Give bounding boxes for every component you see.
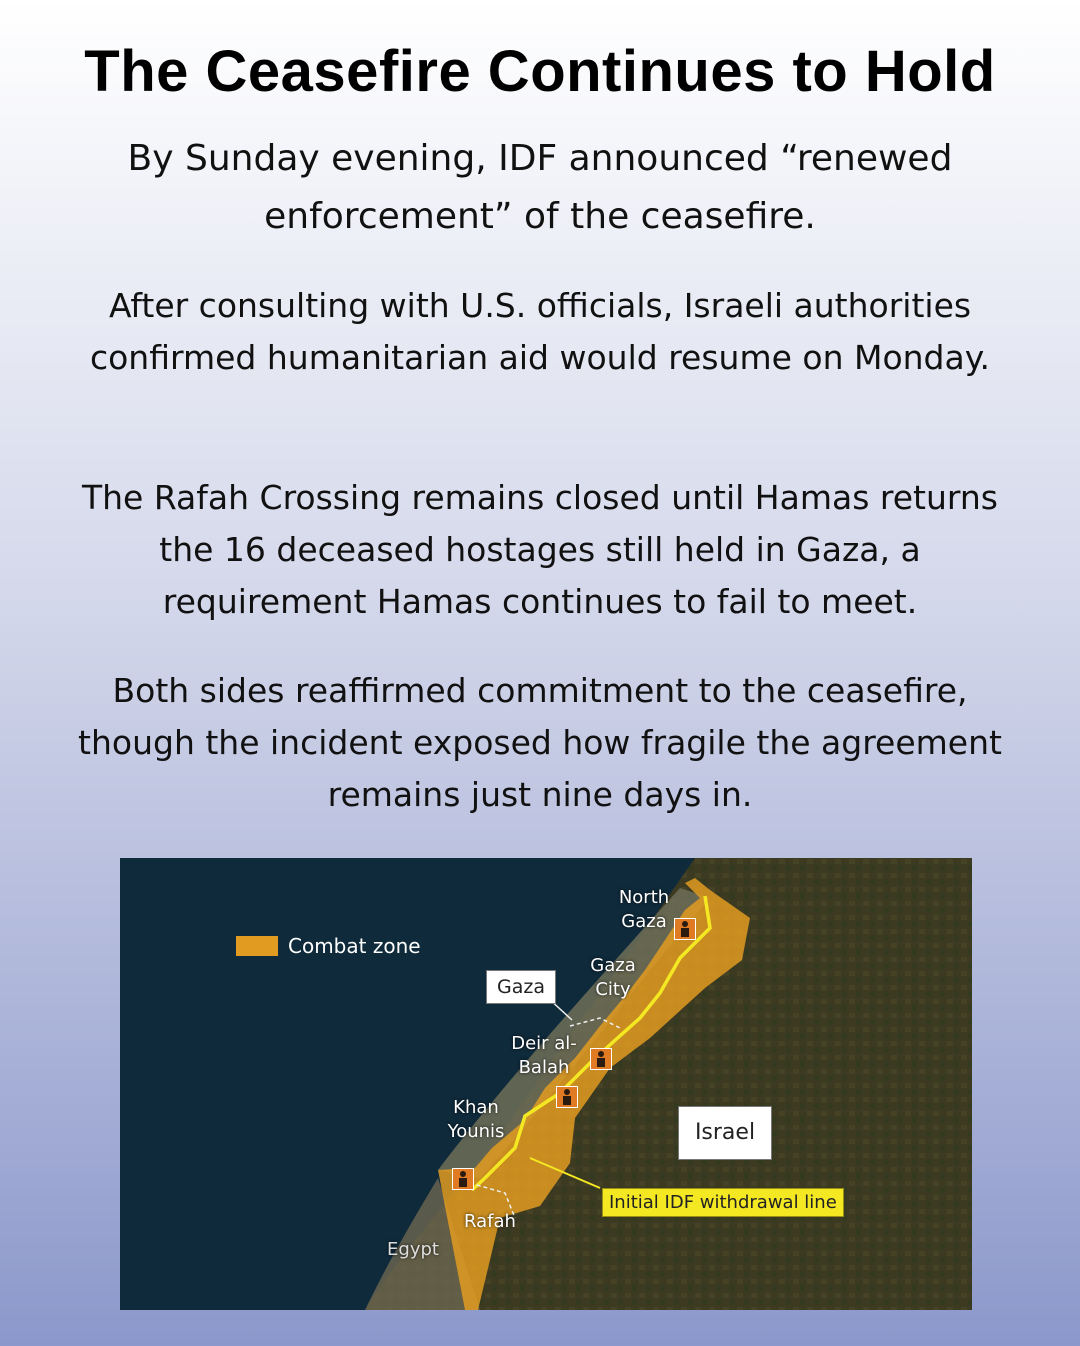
gaza-label-box: Gaza — [486, 970, 556, 1004]
soldier-marker-icon — [556, 1086, 578, 1108]
map-legend — [236, 934, 421, 958]
label-rafah: Rafah — [464, 1211, 516, 1232]
withdrawal-line-label: Initial IDF withdrawal line — [602, 1188, 844, 1217]
label-gaza-city: Gaza City — [590, 955, 636, 1000]
map-graphic — [120, 858, 972, 1310]
page-title: The Ceasefire Continues to Hold — [84, 39, 996, 104]
combat-zone-swatch — [236, 936, 278, 956]
soldier-marker-icon — [452, 1168, 474, 1190]
paragraph-4: Both sides reaffirmed commitment to the ceasefire, though the incident exposed how fragile the agreement remains just nine days in. — [78, 671, 1002, 814]
paragraph-2: After consulting with U.S. officials, Israeli authorities confirmed humanitarian aid would resume on Monday. — [89, 286, 991, 377]
paragraph-3: The Rafah Crossing remains closed until Hamas returns the 16 deceased hostages still held in Gaza, a requirement Hamas continues to fail to meet. — [81, 478, 998, 621]
legend-label: Combat zone — [288, 934, 421, 958]
paragraph-1: By Sunday evening, IDF announced “renewed enforcement” of the ceasefire. — [127, 138, 953, 237]
label-north-gaza: North Gaza — [618, 887, 670, 932]
soldier-marker-icon — [590, 1048, 612, 1070]
label-egypt: Egypt — [387, 1239, 439, 1260]
label-deir-al-balah: Deir al-Balah — [511, 1033, 577, 1078]
label-khan-younis: Khan Younis — [447, 1097, 505, 1142]
soldier-marker-icon — [674, 918, 696, 940]
gaza-map — [120, 858, 972, 1310]
israel-label-box: Israel — [678, 1106, 772, 1160]
